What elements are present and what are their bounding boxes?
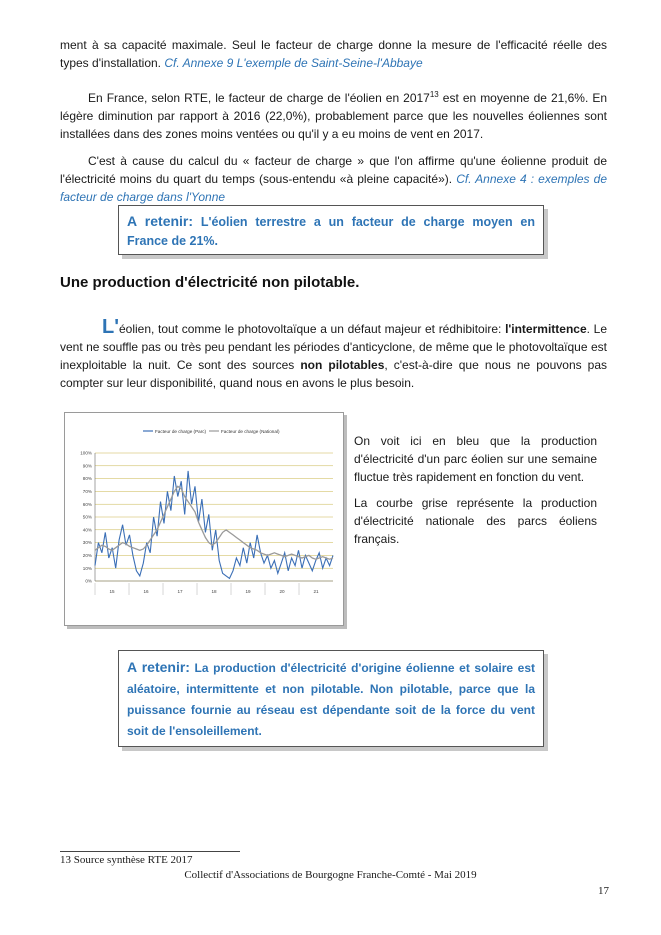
x-tick-label: 17: [177, 589, 183, 594]
paragraph-text: C'est à cause du calcul du « facteur de charge » que l'on affirme qu'une éolienne produit de l'électricité moins du quart du temps (sous-entendu «à pleine capacité»).: [60, 154, 607, 186]
chart-caption-blue: On voit ici en bleu que la production d'électricité d'un parc éolien sur une semaine fluctue très rapidement en fonction du vent.: [354, 434, 597, 484]
takeaway-text: La production d'électricité d'origine éolienne et solaire est aléatoire, intermittente et non pilotable. Non pilotable, parce que la puissance fournie au réseau est dépendante soit de la force du vent soit de l'ensoleillement.: [127, 661, 536, 738]
takeaway-lead: A retenir:: [127, 659, 190, 675]
paragraph-text: ment à sa capacité maximale. Seul le facteur de charge donne la mesure de l'efficacité réelle des types d'installation.: [60, 38, 607, 70]
x-tick-label: 15: [109, 589, 115, 594]
y-tick-label: 100%: [80, 450, 92, 456]
wind-load-factor-chart: [64, 412, 344, 626]
page-number: 17: [598, 885, 609, 897]
bold-term: l'intermittence: [505, 322, 587, 336]
x-tick-label: 16: [143, 589, 149, 594]
annex-4-link[interactable]: Cf. Annexe 4 : exemples de facteur de charge dans l'Yonne: [60, 172, 607, 204]
x-tick-label: 20: [279, 589, 285, 594]
bold-term: non pilotables: [300, 358, 385, 372]
dropcap: L': [102, 316, 119, 338]
x-tick-label: 18: [211, 589, 217, 594]
y-tick-label: 70%: [82, 489, 92, 494]
paragraph-text: éolien, tout comme le photovoltaïque a un défaut majeur et rédhibitoire:: [118, 322, 506, 336]
legend-label: Facteur de charge (Parc): [155, 429, 207, 434]
paragraph-text: En France, selon RTE, le facteur de charge de l'éolien en 2017: [88, 91, 430, 105]
takeaway-lead: A retenir:: [127, 213, 194, 229]
footnote-ref[interactable]: 13: [429, 90, 439, 99]
y-tick-label: 10%: [82, 565, 92, 571]
chart-caption-grey: La courbe grise représente la production d'électricité nationale des parcs éoliens français.: [354, 496, 597, 546]
y-tick-label: 60%: [82, 501, 92, 507]
paragraph-text: . Le vent ne souffle pas ou très peu pendant les périodes d'anticyclone, de même que le photovoltaïque est inexploitable la nuit. Ce sont des sources: [60, 322, 607, 372]
paragraph-rte: [60, 86, 607, 143]
takeaway-box-non-pilotable: [118, 650, 544, 747]
section-heading: Une production d'électricité non pilotable.: [60, 274, 360, 291]
y-tick-label: 0%: [85, 578, 92, 584]
paragraph-text: est en moyenne de 21,6%. En légère diminution par rapport à 2016 (22,0%), probablement parce que les nouvelles éoliennes sont installées dans des zones moins ventées ou qu'il y a eu moins de vent en 2017.: [60, 91, 608, 141]
paragraph-capacity: [60, 36, 607, 72]
series-line-park: [95, 471, 333, 579]
footnote-13: 13 Source synthèse RTE 2017: [60, 854, 193, 866]
paragraph-text: , c'est-à-dire que nous ne pouvons pas compter sur leur disponibilité, quand nous en avons le plus besoin.: [60, 358, 607, 390]
takeaway-text: L'éolien terrestre a un facteur de charge moyen en France de 21%.: [127, 215, 535, 248]
chart-svg: [65, 413, 343, 625]
x-tick-label: 21: [313, 589, 319, 594]
paragraph-load-factor: [60, 152, 607, 206]
legend-label: Facteur de charge (National): [221, 429, 280, 434]
y-tick-label: 40%: [82, 527, 92, 533]
series-line-national: [95, 486, 333, 559]
y-tick-label: 30%: [82, 540, 92, 546]
footnote-separator: [60, 851, 240, 852]
page-footer: Collectif d'Associations de Bourgogne Franche-Comté - Mai 2019: [184, 869, 477, 881]
y-tick-label: 90%: [82, 463, 92, 469]
paragraph-intermittence: [60, 318, 607, 392]
y-tick-label: 20%: [82, 553, 92, 558]
y-tick-label: 50%: [82, 514, 92, 520]
x-tick-label: 19: [245, 589, 251, 594]
y-tick-label: 80%: [82, 476, 92, 482]
annex-9-link[interactable]: Cf. Annexe 9 L'exemple de Saint-Seine-l'Abbaye: [164, 56, 423, 70]
takeaway-box-load-factor: [118, 205, 544, 255]
